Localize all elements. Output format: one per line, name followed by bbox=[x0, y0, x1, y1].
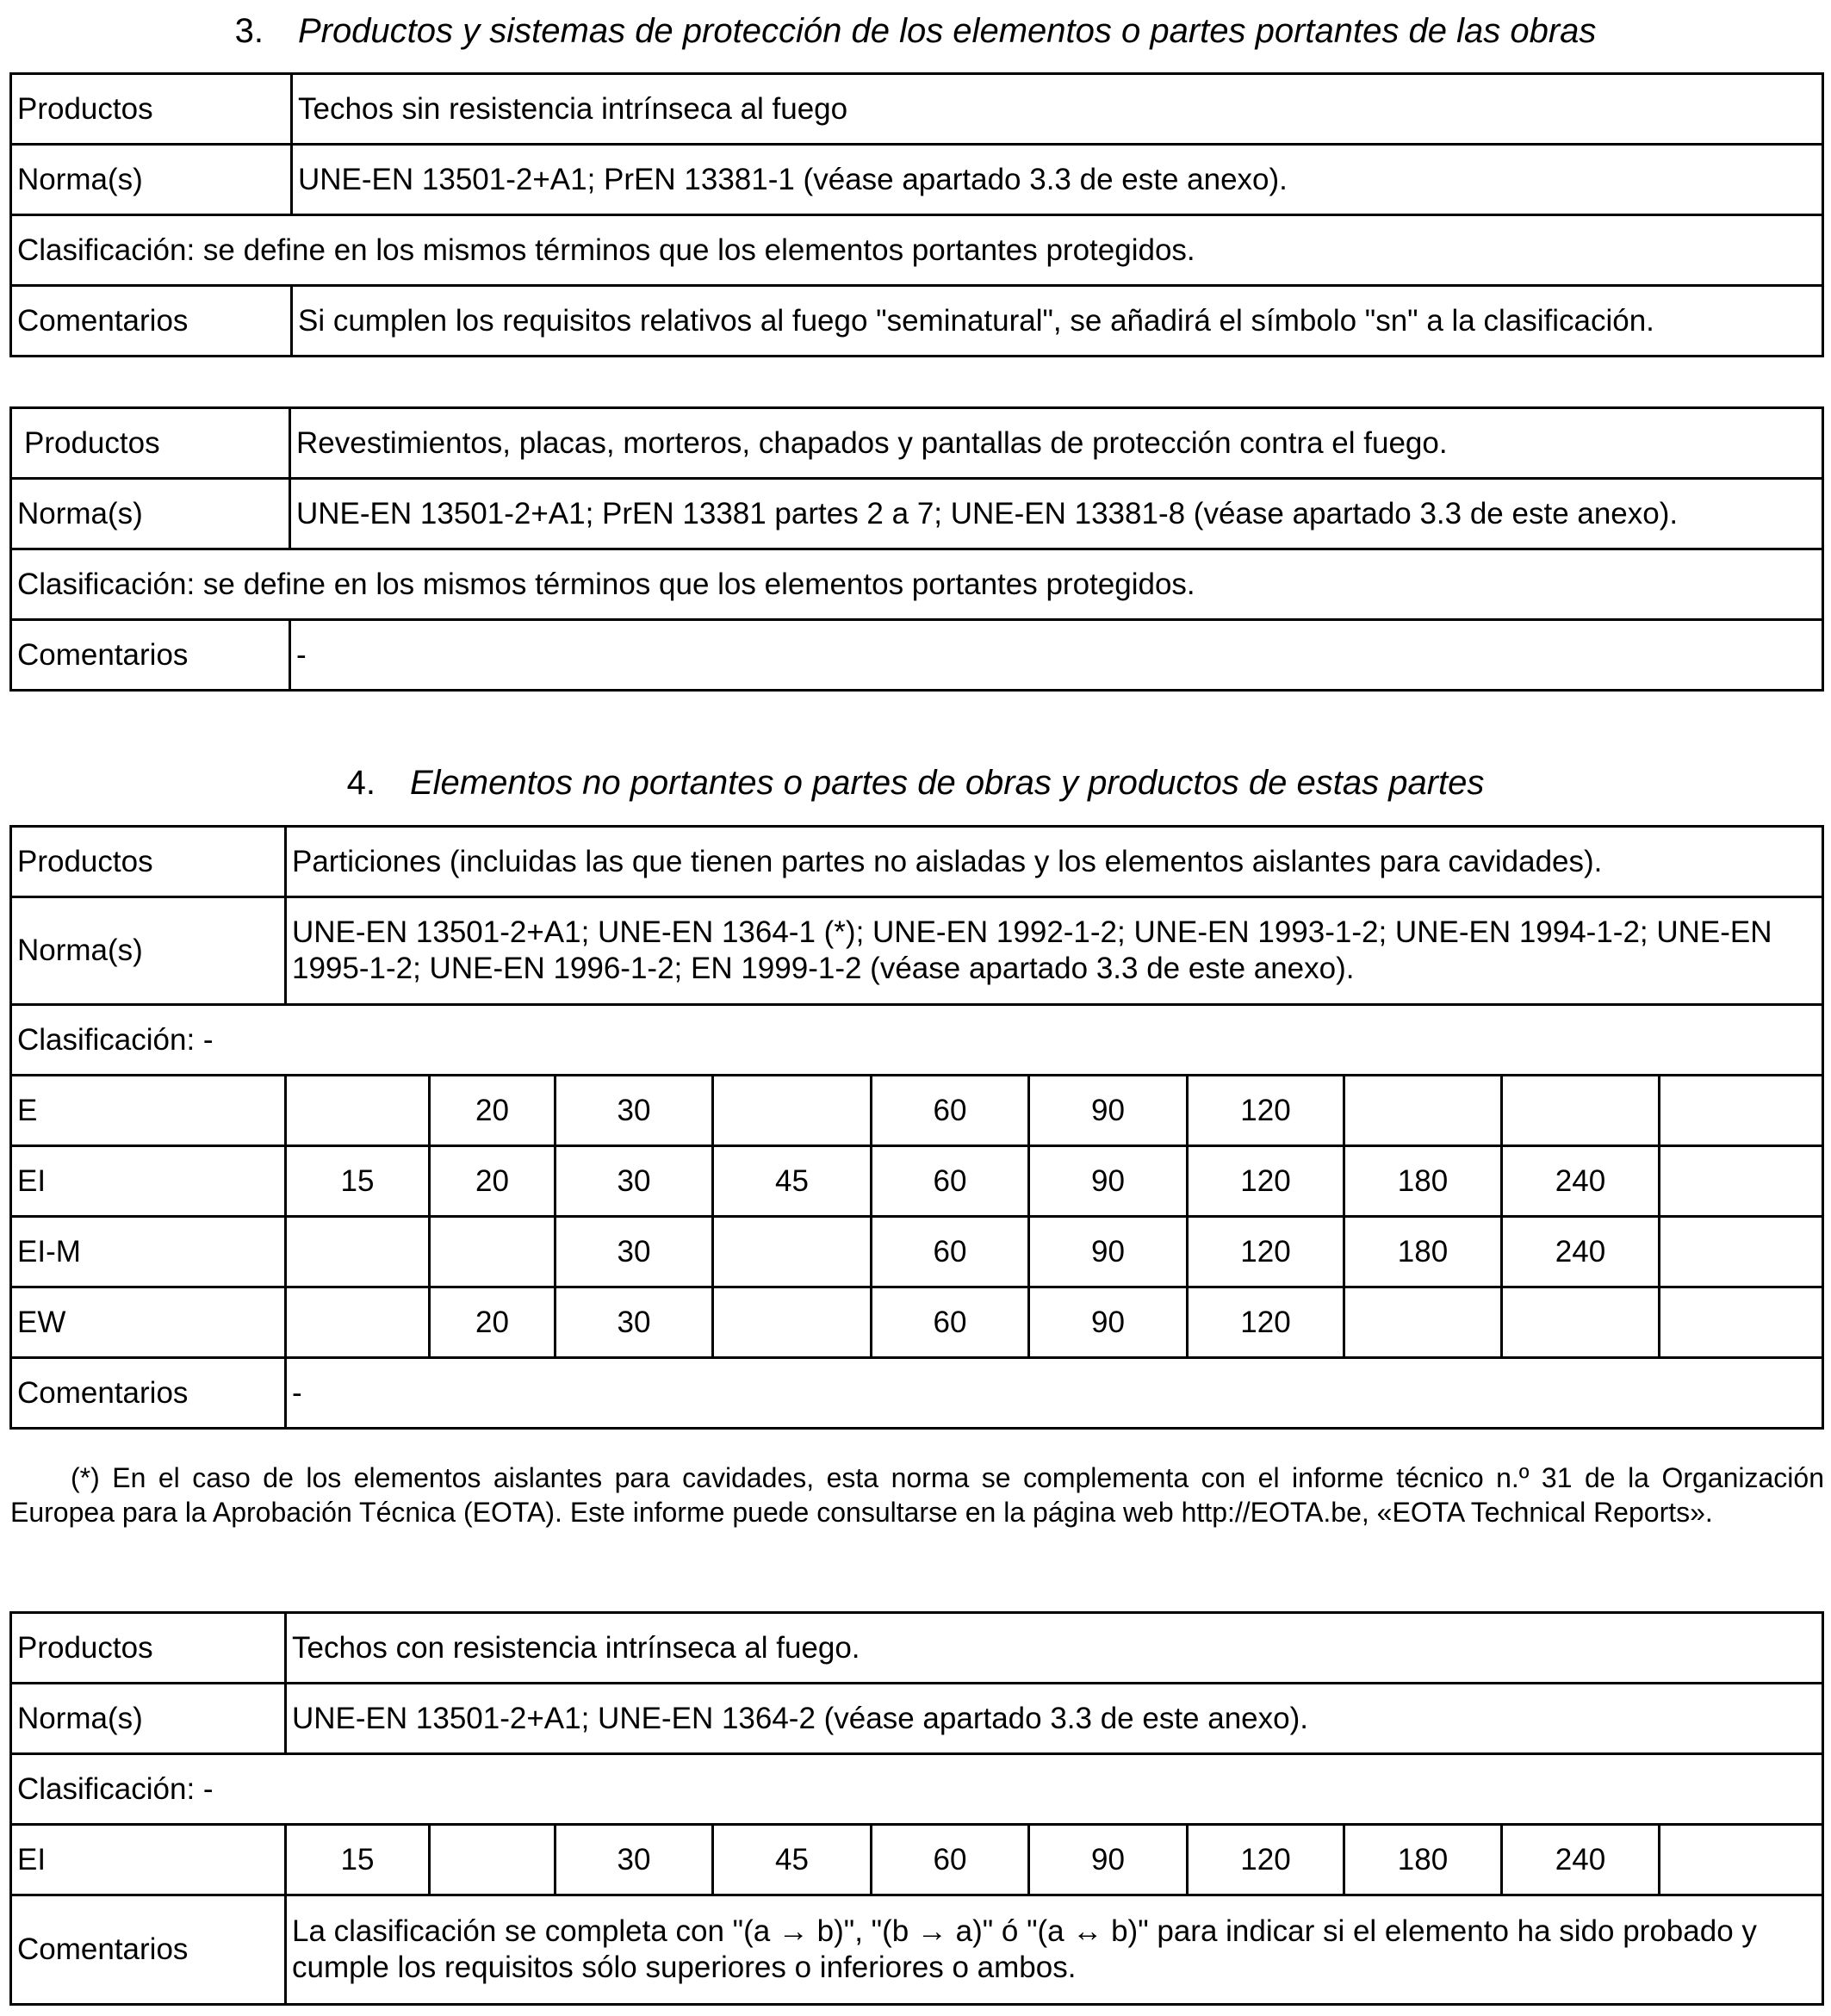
table-row bbox=[11, 215, 1823, 286]
classification-value: 180 bbox=[1344, 1217, 1502, 1287]
table-row bbox=[11, 1005, 1823, 1076]
comentarios-label: Comentarios bbox=[11, 1358, 286, 1429]
classification-value: 30 bbox=[556, 1287, 713, 1358]
classification-value: 15 bbox=[286, 1825, 430, 1895]
productos-label: Productos bbox=[11, 408, 290, 479]
comentarios-label: Comentarios bbox=[11, 620, 290, 691]
classification-value: 20 bbox=[430, 1146, 556, 1217]
section-3-heading bbox=[0, 10, 1831, 52]
classification-value bbox=[430, 1217, 556, 1287]
classification-value bbox=[1344, 1287, 1502, 1358]
footnote-line-1: (*) En el caso de los elementos aislantes para cavidades, esta norma se complementa con el informe técnico n.º 31 de la Organización bbox=[71, 1462, 1824, 1493]
table-row bbox=[11, 74, 1823, 145]
classification-row bbox=[11, 1076, 1823, 1146]
table-row bbox=[11, 479, 1823, 549]
classification-value bbox=[286, 1076, 430, 1146]
classification-value bbox=[430, 1825, 556, 1895]
norma-value: UNE-EN 13501-2+A1; PrEN 13381-1 (véase apartado 3.3 de este anexo). bbox=[292, 145, 1823, 215]
classification-value bbox=[713, 1287, 872, 1358]
classification-value: 120 bbox=[1188, 1217, 1344, 1287]
productos-value: Techos con resistencia intrínseca al fuego. bbox=[286, 1613, 1823, 1684]
table-techos-sin-resistencia bbox=[9, 72, 1824, 357]
classification-value: 60 bbox=[872, 1076, 1029, 1146]
productos-value: Techos sin resistencia intrínseca al fuego bbox=[292, 74, 1823, 145]
norma-value: UNE-EN 13501-2+A1; UNE-EN 1364-2 (véase apartado 3.3 de este anexo). bbox=[286, 1684, 1823, 1754]
classification-value: 30 bbox=[556, 1217, 713, 1287]
classification-value: 180 bbox=[1344, 1825, 1502, 1895]
classification-value: 180 bbox=[1344, 1146, 1502, 1217]
clasificacion-text: Clasificación: - bbox=[11, 1754, 1823, 1825]
classification-value: 90 bbox=[1029, 1146, 1188, 1217]
section-number: 3. bbox=[234, 12, 264, 50]
classification-value: 60 bbox=[872, 1146, 1029, 1217]
table-particiones bbox=[9, 825, 1824, 1430]
section-title: Elementos no portantes o partes de obras y productos de estas partes bbox=[409, 764, 1485, 802]
norma-label: Norma(s) bbox=[11, 145, 292, 215]
classification-value: 240 bbox=[1502, 1217, 1660, 1287]
classification-value: 20 bbox=[430, 1076, 556, 1146]
classification-value: 90 bbox=[1029, 1217, 1188, 1287]
classification-value: 15 bbox=[286, 1146, 430, 1217]
classification-value bbox=[1660, 1825, 1823, 1895]
classification-value bbox=[1660, 1076, 1823, 1146]
norma-value: UNE-EN 13501-2+A1; UNE-EN 1364-1 (*); UNE-EN 1992-1-2; UNE-EN 1993-1-2; UNE-EN 1994-1-2; UNE-EN 1995-1-2; UNE-EN 1996-1-2; EN 1999-1-2 (véase apartado 3.3 de este anexo). bbox=[286, 897, 1823, 1005]
classification-value: 120 bbox=[1188, 1076, 1344, 1146]
comentarios-label: Comentarios bbox=[11, 286, 292, 357]
table-row bbox=[11, 897, 1823, 1005]
comentarios-label: Comentarios bbox=[11, 1895, 286, 2005]
classification-row bbox=[11, 1146, 1823, 1217]
clasificacion-text: Clasificación: se define en los mismos términos que los elementos portantes protegidos. bbox=[11, 549, 1823, 620]
classification-value: 240 bbox=[1502, 1146, 1660, 1217]
table-row bbox=[11, 286, 1823, 357]
classification-value: 120 bbox=[1188, 1287, 1344, 1358]
classification-value bbox=[713, 1217, 872, 1287]
table-row bbox=[11, 827, 1823, 897]
classification-row bbox=[11, 1217, 1823, 1287]
table-row bbox=[11, 1613, 1823, 1684]
classification-value bbox=[1660, 1146, 1823, 1217]
footnote-line-2: Europea para la Aprobación Técnica (EOTA). Este informe puede consultarse en la página web http://EOTA.be, «EOTA Technical Reports». bbox=[10, 1497, 1713, 1528]
clasificacion-text: Clasificación: se define en los mismos términos que los elementos portantes protegidos. bbox=[11, 215, 1823, 286]
comentarios-value: - bbox=[290, 620, 1823, 691]
table-row bbox=[11, 1358, 1823, 1429]
table-row bbox=[11, 1684, 1823, 1754]
productos-label: Productos bbox=[11, 827, 286, 897]
norma-value: UNE-EN 13501-2+A1; PrEN 13381 partes 2 a 7; UNE-EN 13381-8 (véase apartado 3.3 de este anexo). bbox=[290, 479, 1823, 549]
classification-value: 45 bbox=[713, 1146, 872, 1217]
classification-value bbox=[1502, 1076, 1660, 1146]
footnote bbox=[10, 1461, 1824, 1529]
productos-label: Productos bbox=[11, 74, 292, 145]
table-row bbox=[11, 549, 1823, 620]
comentarios-value: La clasificación se completa con "(a → b)", "(b → a)" ó "(a ↔ b)" para indicar si el elemento ha sido probado y cumple los requisitos sólo superiores o inferiores o ambos. bbox=[286, 1895, 1823, 2005]
classification-row bbox=[11, 1287, 1823, 1358]
table-row bbox=[11, 1895, 1823, 2005]
classification-value: 120 bbox=[1188, 1146, 1344, 1217]
section-4-heading bbox=[0, 762, 1831, 803]
classification-rows bbox=[11, 1825, 1823, 1895]
classification-value: 60 bbox=[872, 1217, 1029, 1287]
classification-label: EW bbox=[11, 1287, 286, 1358]
section-title: Productos y sistemas de protección de los elementos o partes portantes de las obras bbox=[297, 12, 1597, 50]
clasificacion-text: Clasificación: - bbox=[11, 1005, 1823, 1076]
classification-label: EI-M bbox=[11, 1217, 286, 1287]
classification-value: 90 bbox=[1029, 1287, 1188, 1358]
comentarios-value: Si cumplen los requisitos relativos al fuego "seminatural", se añadirá el símbolo "sn" a la clasificación. bbox=[292, 286, 1823, 357]
classification-label: EI bbox=[11, 1825, 286, 1895]
classification-value bbox=[286, 1217, 430, 1287]
classification-value bbox=[286, 1287, 430, 1358]
classification-value: 30 bbox=[556, 1825, 713, 1895]
classification-value: 20 bbox=[430, 1287, 556, 1358]
classification-value bbox=[1660, 1287, 1823, 1358]
table-row bbox=[11, 408, 1823, 479]
classification-value bbox=[1660, 1217, 1823, 1287]
classification-value: 90 bbox=[1029, 1076, 1188, 1146]
classification-value: 45 bbox=[713, 1825, 872, 1895]
classification-value bbox=[1502, 1287, 1660, 1358]
classification-label: E bbox=[11, 1076, 286, 1146]
norma-label: Norma(s) bbox=[11, 1684, 286, 1754]
classification-value bbox=[713, 1076, 872, 1146]
classification-rows bbox=[11, 1076, 1823, 1358]
classification-value: 60 bbox=[872, 1287, 1029, 1358]
classification-value: 60 bbox=[872, 1825, 1029, 1895]
classification-row bbox=[11, 1825, 1823, 1895]
table-row bbox=[11, 1754, 1823, 1825]
norma-label: Norma(s) bbox=[11, 479, 290, 549]
classification-value: 30 bbox=[556, 1076, 713, 1146]
table-revestimientos bbox=[9, 406, 1824, 692]
classification-value bbox=[1344, 1076, 1502, 1146]
classification-value: 240 bbox=[1502, 1825, 1660, 1895]
table-row bbox=[11, 145, 1823, 215]
classification-value: 120 bbox=[1188, 1825, 1344, 1895]
classification-label: EI bbox=[11, 1146, 286, 1217]
classification-value: 90 bbox=[1029, 1825, 1188, 1895]
productos-label: Productos bbox=[11, 1613, 286, 1684]
table-row bbox=[11, 620, 1823, 691]
section-number: 4. bbox=[346, 764, 376, 802]
comentarios-value: - bbox=[286, 1358, 1823, 1429]
table-techos-con-resistencia bbox=[9, 1611, 1824, 2006]
productos-value: Particiones (incluidas las que tienen partes no aisladas y los elementos aislantes para cavidades). bbox=[286, 827, 1823, 897]
norma-label: Norma(s) bbox=[11, 897, 286, 1005]
productos-value: Revestimientos, placas, morteros, chapados y pantallas de protección contra el fuego. bbox=[290, 408, 1823, 479]
classification-value: 30 bbox=[556, 1146, 713, 1217]
